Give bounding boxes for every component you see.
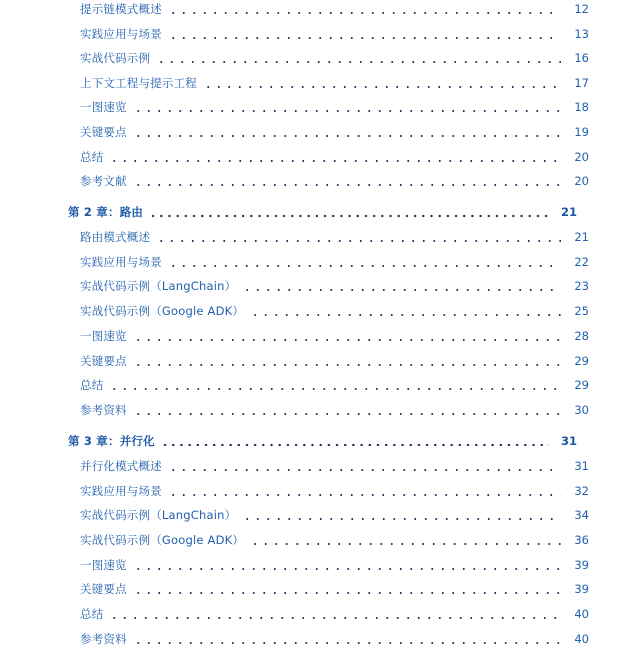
toc-entry-page-number: 29 xyxy=(574,354,589,368)
toc-chapter-title: 第 2 章：路由 xyxy=(68,205,144,219)
toc-entry-title: 实践应用与场景 xyxy=(80,255,162,269)
toc-entry-title: 参考资料 xyxy=(80,403,127,417)
toc-entry-title: 关键要点 xyxy=(80,354,127,368)
dot-leader xyxy=(168,0,561,19)
toc-entry-page-number: 21 xyxy=(574,230,589,244)
toc-entry-page-number: 29 xyxy=(574,378,589,392)
toc-entry-title: 实践应用与场景 xyxy=(80,27,162,41)
toc-entry-page-number: 40 xyxy=(574,607,589,621)
dot-leader xyxy=(133,326,561,346)
dot-leader xyxy=(133,579,561,599)
toc-entry-page-number: 22 xyxy=(574,255,589,269)
dot-leader xyxy=(250,530,561,550)
dot-leader xyxy=(133,122,561,142)
toc-entry[interactable] xyxy=(0,530,641,550)
toc-entry-title: 参考文献 xyxy=(80,174,127,188)
toc-entry-title: 路由模式概述 xyxy=(80,230,151,244)
toc-entry-title: 参考资料 xyxy=(80,632,127,646)
toc-entry[interactable] xyxy=(0,48,641,68)
toc-entry[interactable] xyxy=(0,252,641,272)
toc-entry-page-number: 13 xyxy=(574,27,589,41)
toc-chapter-title: 第 3 章：并行化 xyxy=(68,434,155,448)
dot-leader xyxy=(109,147,561,167)
toc-entry-page-number: 31 xyxy=(574,459,589,473)
toc-entry-title: 一图速览 xyxy=(80,100,127,114)
dot-leader xyxy=(168,252,561,272)
dot-leader xyxy=(250,301,561,321)
toc-entry[interactable] xyxy=(0,276,641,296)
toc-entry-page-number: 16 xyxy=(574,51,589,65)
dot-leader xyxy=(109,604,561,624)
toc-entry-title: 实践应用与场景 xyxy=(80,484,162,498)
toc-entry-title: 实战代码示例（LangChain） xyxy=(80,279,237,293)
toc-entry[interactable] xyxy=(0,400,641,420)
toc-entry-page-number: 18 xyxy=(574,100,589,114)
toc-entry-title: 提示链模式概述 xyxy=(80,2,162,16)
toc-entry-title: 一图速览 xyxy=(80,558,127,572)
dot-leader xyxy=(133,171,561,191)
toc-entry[interactable] xyxy=(0,629,641,649)
toc-entry[interactable] xyxy=(0,481,641,501)
toc-entry-page-number: 30 xyxy=(574,403,589,417)
dot-leader xyxy=(133,629,561,649)
toc-entry-page-number: 28 xyxy=(574,329,589,343)
toc-entry-page-number: 12 xyxy=(574,2,589,16)
dot-leader xyxy=(149,202,549,222)
toc-entry-page-number: 19 xyxy=(574,125,589,139)
dot-leader xyxy=(133,400,561,420)
dot-leader xyxy=(242,276,561,296)
toc-entry-title: 并行化模式概述 xyxy=(80,459,162,473)
toc-entry-page-number: 40 xyxy=(574,632,589,646)
toc-entry[interactable] xyxy=(0,0,641,19)
toc-entry-page-number: 32 xyxy=(574,484,589,498)
dot-leader xyxy=(109,375,561,395)
toc-entry-title: 上下文工程与提示工程 xyxy=(80,76,197,90)
toc-entry-page-number: 39 xyxy=(574,558,589,572)
toc-entry[interactable] xyxy=(0,579,641,599)
toc-chapter-entry[interactable] xyxy=(0,431,629,451)
toc-chapter-page-number: 31 xyxy=(560,434,577,448)
dot-leader xyxy=(168,456,561,476)
toc-chapter-entry[interactable] xyxy=(0,202,629,222)
toc-entry-title: 总结 xyxy=(80,378,104,392)
toc-entry[interactable] xyxy=(0,375,641,395)
toc-entry-title: 关键要点 xyxy=(80,582,127,596)
toc-entry-title: 实战代码示例（LangChain） xyxy=(80,508,237,522)
toc-entry-title: 一图速览 xyxy=(80,329,127,343)
dot-leader xyxy=(161,431,549,451)
dot-leader xyxy=(133,555,561,575)
toc-entry[interactable] xyxy=(0,122,641,142)
dot-leader xyxy=(156,227,561,247)
dot-leader xyxy=(156,48,561,68)
toc-entry[interactable] xyxy=(0,171,641,191)
toc-entry[interactable] xyxy=(0,351,641,371)
toc-entry-page-number: 20 xyxy=(574,150,589,164)
toc-entry-page-number: 34 xyxy=(574,508,589,522)
dot-leader xyxy=(168,24,561,44)
toc-entry-title: 实战代码示例（Google ADK） xyxy=(80,533,245,547)
toc-entry[interactable] xyxy=(0,227,641,247)
toc-entry-page-number: 20 xyxy=(574,174,589,188)
toc-chapter-page-number: 21 xyxy=(560,205,577,219)
dot-leader xyxy=(133,97,561,117)
toc-entry[interactable] xyxy=(0,456,641,476)
dot-leader xyxy=(168,481,561,501)
dot-leader xyxy=(203,73,561,93)
toc-entry[interactable] xyxy=(0,301,641,321)
toc-entry[interactable] xyxy=(0,147,641,167)
toc-entry-title: 实战代码示例（Google ADK） xyxy=(80,304,245,318)
toc-entry-title: 总结 xyxy=(80,150,104,164)
toc-entry-page-number: 17 xyxy=(574,76,589,90)
toc-entry[interactable] xyxy=(0,97,641,117)
toc-entry-page-number: 36 xyxy=(574,533,589,547)
toc-entry-page-number: 25 xyxy=(574,304,589,318)
dot-leader xyxy=(133,351,561,371)
dot-leader xyxy=(242,505,561,525)
toc-entry[interactable] xyxy=(0,505,641,525)
toc-entry-page-number: 23 xyxy=(574,279,589,293)
toc-entry-title: 关键要点 xyxy=(80,125,127,139)
toc-entry[interactable] xyxy=(0,326,641,346)
toc-entry[interactable] xyxy=(0,555,641,575)
toc-entry-title: 实战代码示例 xyxy=(80,51,151,65)
toc-entry[interactable] xyxy=(0,604,641,624)
toc-entry[interactable] xyxy=(0,24,641,44)
toc-entry[interactable] xyxy=(0,73,641,93)
toc-entry-page-number: 39 xyxy=(574,582,589,596)
toc-entry-title: 总结 xyxy=(80,607,104,621)
